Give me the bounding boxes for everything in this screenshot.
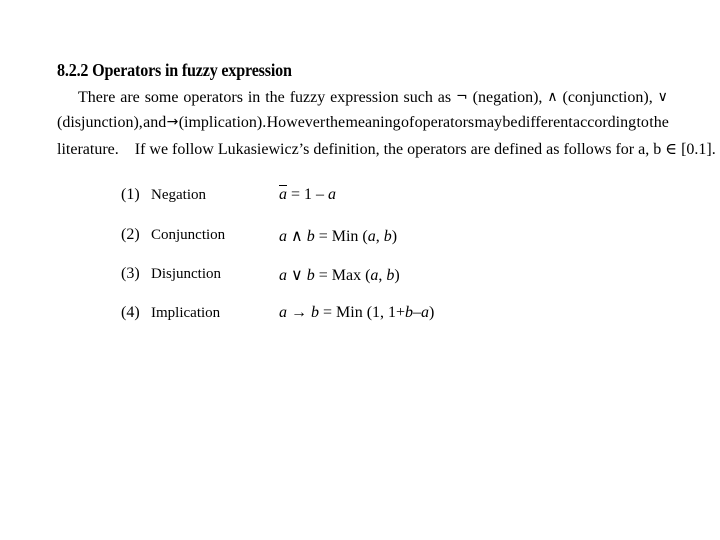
formula-variable: b [306, 267, 315, 284]
formula-variable: b [306, 228, 315, 245]
word: (implication). [178, 114, 267, 131]
formula-text: , [378, 267, 387, 284]
negation-symbol: ¬ [456, 89, 468, 105]
word: expression [330, 89, 399, 106]
formula-variable: a [367, 228, 376, 245]
word: (disjunction), [57, 114, 143, 131]
disjunction-formula [279, 265, 400, 285]
word: There [78, 89, 116, 106]
formula-text: – [413, 304, 422, 321]
formula-variable: b [405, 304, 414, 321]
word: the [325, 114, 346, 131]
formula-text: = Min (1, 1+ [319, 304, 406, 321]
word: fuzzy [289, 89, 326, 106]
operator-name: Implication [151, 305, 221, 321]
paragraph-line-1 [78, 89, 668, 107]
operator-name: Disjunction [151, 266, 221, 282]
word: and [143, 114, 167, 131]
paragraph-line-2 [57, 114, 669, 132]
operator-number: (2) [121, 226, 140, 243]
formula-operator: ∨ [287, 267, 307, 284]
formula-variable: a [370, 267, 379, 284]
formula-variable: a [279, 267, 287, 284]
conjunction-formula [279, 226, 397, 246]
word: the [649, 114, 669, 131]
negation-formula [279, 186, 336, 204]
negated-variable: $\overline{a}$ [279, 186, 287, 203]
word: (negation), [472, 89, 543, 106]
word: However [266, 114, 326, 131]
word: meaning [345, 114, 401, 131]
disjunction-symbol: ∨ [657, 89, 668, 105]
formula-variable: a [279, 304, 287, 321]
formula-variable: b [386, 267, 395, 284]
section-heading: 8.2.2 Operators in fuzzy expression [57, 60, 292, 80]
formula-text: ) [429, 304, 435, 321]
formula-text: , [375, 228, 384, 245]
operator-number: (3) [121, 265, 140, 282]
word: (conjunction), [562, 89, 653, 106]
paragraph-line-3: literature. If we follow Lukasiewicz’s definition, the operators are defined as follows for a, b ∈ [0.1]. [57, 141, 716, 158]
formula-operator: ∧ [287, 228, 307, 245]
word: to [636, 114, 649, 131]
formula-text: = Min ( [314, 228, 368, 245]
formula-text: ) [394, 267, 400, 284]
formula-variable: a [279, 228, 287, 245]
word: some [144, 89, 179, 106]
word: according [573, 114, 637, 131]
word: may [474, 114, 503, 131]
word: different [517, 114, 573, 131]
word: operators [183, 89, 243, 106]
formula-variable: b [311, 304, 319, 321]
implication-symbol: → [166, 114, 179, 130]
formula-variable: a [328, 186, 337, 203]
formula-variable: b [383, 228, 392, 245]
word: be [502, 114, 518, 131]
word: operators [414, 114, 475, 131]
formula-text: = 1 – [287, 186, 329, 203]
formula-text: = Max ( [314, 267, 371, 284]
operator-name: Conjunction [151, 227, 226, 243]
word: as [437, 89, 452, 106]
operator-number: (4) [121, 304, 140, 321]
word: are [120, 89, 140, 106]
implication-formula [279, 304, 434, 322]
word: such [403, 89, 433, 106]
word: in [247, 89, 261, 106]
word: the [265, 89, 285, 106]
operator-name: Negation [151, 187, 206, 203]
formula-text: ) [391, 228, 398, 245]
conjunction-symbol: ∧ [547, 89, 558, 105]
word: of [400, 114, 415, 131]
formula-variable: a [421, 304, 430, 321]
operator-number: (1) [121, 186, 140, 203]
formula-operator: → [287, 304, 311, 321]
